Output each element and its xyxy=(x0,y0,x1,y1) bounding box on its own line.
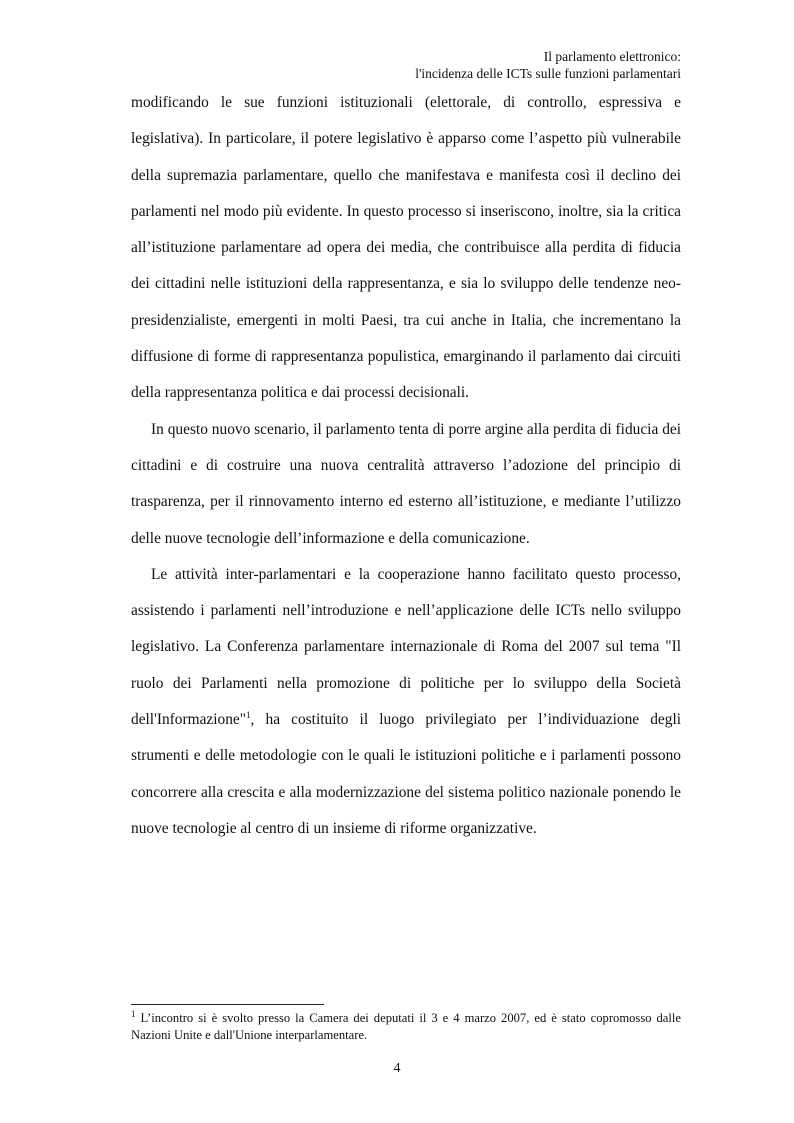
footnote-marker: 1 xyxy=(131,1008,136,1019)
footnote-text: L’incontro si è svolto presso la Camera dei deputati il 3 e 4 marzo 2007, ed è stato copromosso dalle Nazioni Unite e dall'Unione interparlamentare. xyxy=(131,1011,681,1042)
header-subtitle: l'incidenza delle ICTs sulle funzioni parlamentari xyxy=(415,66,681,81)
paragraph-3-text-b: , ha costituito il luogo privilegiato per l’individuazione degli strumenti e delle metodologie con le quali le istituzioni politiche e i parlamenti possono concorrere alla crescita e alla modernizzazione del sistema politico nazionale ponendo le nuove tecnologie al centro di un insieme di riforme organizzative. xyxy=(131,711,681,837)
footnote-separator xyxy=(131,1004,324,1005)
footnote-reference[interactable]: 1 xyxy=(246,709,251,720)
body-text xyxy=(131,85,681,847)
page-number: 4 xyxy=(393,1061,401,1076)
paragraph-3-text-a: Le attività inter-parlamentari e la cooperazione hanno facilitato questo processo, assistendo i parlamenti nell’introduzione e nell’applicazione delle ICTs nello sviluppo legislativo. La Conferenza parlamentare internazionale di Roma del 2007 sul tema "Il ruolo dei Parlamenti nella promozione di politiche per lo sviluppo della Società dell'Informazione" xyxy=(131,565,681,729)
running-header xyxy=(415,48,681,82)
paragraph-2: In questo nuovo scenario, il parlamento tenta di porre argine alla perdita di fiducia dei cittadini e di costruire una nuova centralità attraverso l’adozione del principio di trasparenza, per il rinnovamento interno ed esterno all’istituzione, e mediante l’utilizzo delle nuove tecnologie dell’informazione e della comunicazione. xyxy=(131,420,681,547)
paragraph-1: modificando le sue funzioni istituzionali (elettorale, di controllo, espressiva e legislativa). In particolare, il potere legislativo è apparso come l’aspetto più vulnerabile della supremazia parlamentare, quello che manifestava e manifesta così il declino dei parlamenti nel modo più evidente. In questo processo si inseriscono, inoltre, sia la critica all’istituzione parlamentare ad opera dei media, che contribuisce alla perdita di fiducia dei cittadini nelle istituzioni della rappresentanza, e sia lo sviluppo delle tendenze neo-presidenzialiste, emergenti in molti Paesi, tra cui anche in Italia, che incrementano la diffusione di forme di rappresentanza populistica, emarginando il parlamento dai circuiti della rappresentanza politica e dai processi decisionali. xyxy=(131,94,681,402)
footnote xyxy=(131,1010,681,1044)
header-title: Il parlamento elettronico: xyxy=(543,49,681,64)
paragraph-3 xyxy=(131,557,681,847)
